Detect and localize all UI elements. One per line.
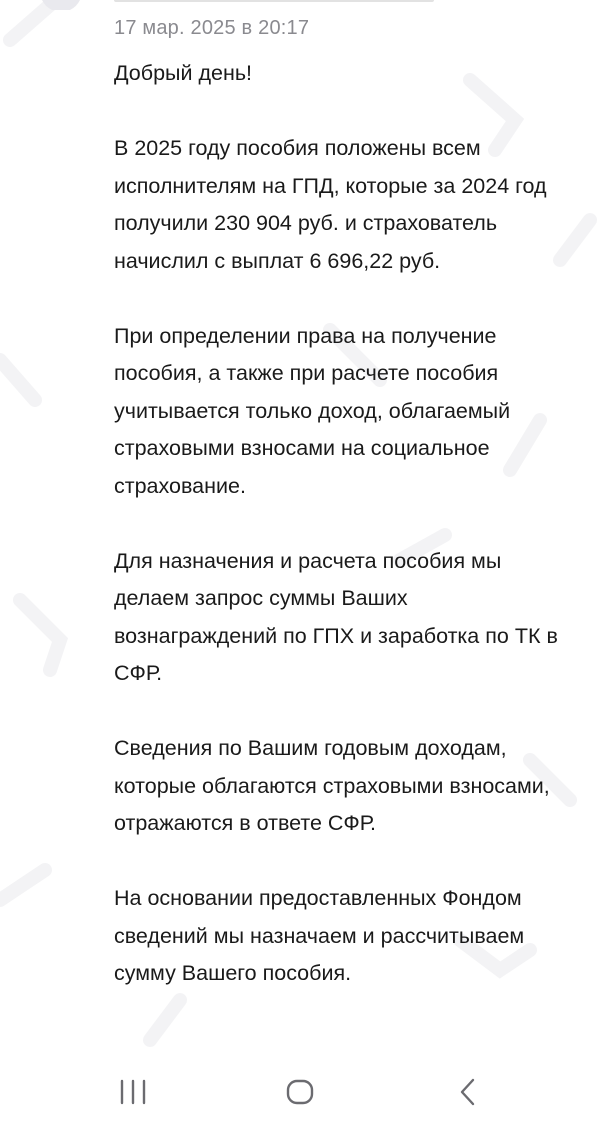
system-navigation-bar — [0, 1052, 600, 1128]
sender-name-cutoff — [114, 0, 434, 2]
back-button[interactable] — [448, 1076, 488, 1108]
message-paragraph: Добрый день! — [114, 61, 253, 85]
message-paragraph: В 2025 году пособия положены всем исполнителям на ГПД, которые за 2024 год получили 230 904 руб. и страхователь начислил с выплат 6 696,22 руб. — [114, 136, 547, 273]
message-paragraph: Сведения по Вашим годовым доходам, которые облагаются страховыми взносами, отражаются в ответе СФР. — [114, 736, 550, 835]
home-button[interactable] — [280, 1076, 320, 1108]
message-paragraph: На основании предоставленных Фондом сведений мы назначаем и рассчитываем сумму Вашего пособия. — [114, 886, 525, 985]
message-paragraph: При определении права на получение пособия, а также при расчете пособия учитывается только доход, облагаемый страховыми взносами на социальное страхование. — [114, 323, 511, 498]
sender-avatar — [40, 0, 82, 10]
recents-icon — [118, 1078, 148, 1106]
message-body — [114, 55, 564, 993]
home-icon — [285, 1078, 315, 1106]
message-timestamp: 17 мар. 2025 в 20:17 — [114, 17, 310, 39]
recents-button[interactable] — [113, 1076, 153, 1108]
previous-header-cutoff — [0, 0, 600, 10]
back-icon — [453, 1077, 483, 1107]
message-paragraph: Для назначения и расчета пособия мы делаем запрос суммы Ваших вознаграждений по ГПХ и заработка по ТК в СФР. — [114, 548, 558, 685]
